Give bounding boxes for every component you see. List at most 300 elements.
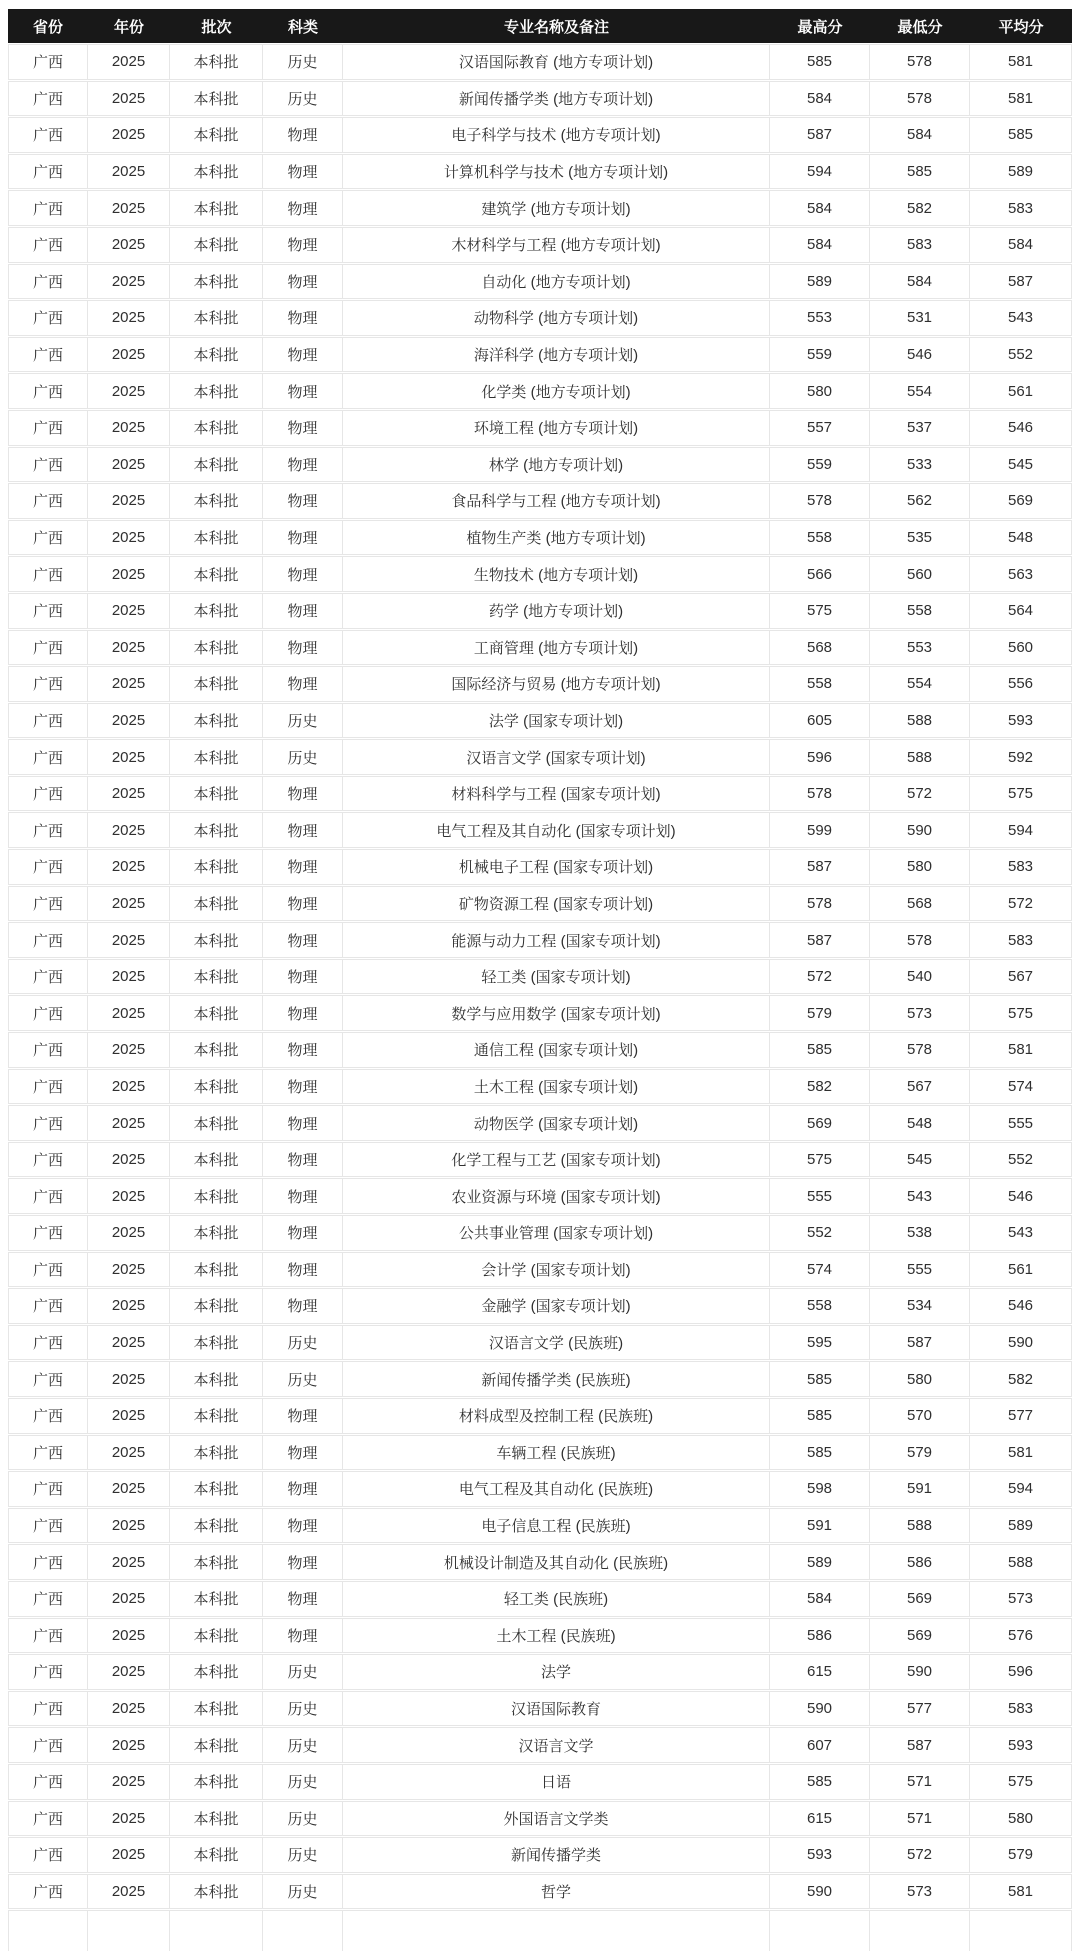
table-cell: 580 xyxy=(970,1801,1072,1837)
table-row xyxy=(8,410,1072,446)
table-row xyxy=(8,739,1072,775)
table-cell: 本科批 xyxy=(170,593,263,629)
table-cell: 2025 xyxy=(88,1508,170,1544)
table-row xyxy=(8,886,1072,922)
table-cell: 国际经济与贸易 (地方专项计划) xyxy=(343,666,770,702)
table-cell: 585 xyxy=(770,1764,870,1800)
table-cell: 593 xyxy=(970,703,1072,739)
table-cell: 本科批 xyxy=(170,556,263,592)
table-cell: 广西 xyxy=(8,812,88,848)
table-cell: 571 xyxy=(870,1801,970,1837)
table-cell: 本科批 xyxy=(170,1361,263,1397)
table-cell: 广西 xyxy=(8,776,88,812)
table-cell: 588 xyxy=(870,739,970,775)
table-cell: 本科批 xyxy=(170,666,263,702)
table-cell: 2025 xyxy=(88,117,170,153)
table-cell: 599 xyxy=(770,812,870,848)
table-cell: 环境工程 (地方专项计划) xyxy=(343,410,770,446)
table-cell: 2025 xyxy=(88,1435,170,1471)
table-cell: 广西 xyxy=(8,593,88,629)
table-cell: 汉语言文学 xyxy=(343,1727,770,1763)
table-cell: 575 xyxy=(770,593,870,629)
table-cell: 数学与应用数学 (国家专项计划) xyxy=(343,995,770,1031)
table-cell: 594 xyxy=(770,154,870,190)
table-cell: 573 xyxy=(870,1874,970,1910)
table-row xyxy=(8,1361,1072,1397)
table-cell: 新闻传播学类 (地方专项计划) xyxy=(343,81,770,117)
table-row xyxy=(8,1288,1072,1324)
table-cell: 本科批 xyxy=(170,995,263,1031)
table-cell: 2025 xyxy=(88,1544,170,1580)
table-row xyxy=(8,1215,1072,1251)
table-cell: 589 xyxy=(970,154,1072,190)
table-cell: 2025 xyxy=(88,1361,170,1397)
table-cell: 568 xyxy=(870,886,970,922)
table-cell: 矿物资源工程 (国家专项计划) xyxy=(343,886,770,922)
table-cell: 材料科学与工程 (国家专项计划) xyxy=(343,776,770,812)
table-cell: 广西 xyxy=(8,1508,88,1544)
table-row xyxy=(8,483,1072,519)
table-cell: 材料成型及控制工程 (民族班) xyxy=(343,1398,770,1434)
table-cell: 573 xyxy=(870,995,970,1031)
table-cell: 596 xyxy=(770,739,870,775)
table-cell: 2025 xyxy=(88,1288,170,1324)
table-cell: 531 xyxy=(870,300,970,336)
table-cell: 公共事业管理 (国家专项计划) xyxy=(343,1215,770,1251)
table-cell: 580 xyxy=(770,373,870,409)
table-cell: 593 xyxy=(770,1837,870,1873)
table-cell: 本科批 xyxy=(170,1288,263,1324)
table-cell: 2025 xyxy=(88,1471,170,1507)
table-cell: 电气工程及其自动化 (国家专项计划) xyxy=(343,812,770,848)
table-cell: 广西 xyxy=(8,410,88,446)
column-header: 最低分 xyxy=(870,9,970,43)
table-cell: 585 xyxy=(770,1398,870,1434)
table-cell: 2025 xyxy=(88,1764,170,1800)
table-cell: 物理 xyxy=(263,1398,343,1434)
table-cell: 本科批 xyxy=(170,1069,263,1105)
table-cell: 2025 xyxy=(88,1178,170,1214)
table-cell: 广西 xyxy=(8,886,88,922)
table-cell: 588 xyxy=(970,1544,1072,1580)
table-cell: 本科批 xyxy=(170,1398,263,1434)
table-cell: 2025 xyxy=(88,1618,170,1654)
table-cell: 车辆工程 (民族班) xyxy=(343,1435,770,1471)
table-cell: 583 xyxy=(970,849,1072,885)
table-cell: 615 xyxy=(770,1654,870,1690)
table-cell: 584 xyxy=(870,264,970,300)
column-header: 年份 xyxy=(88,9,170,43)
table-row xyxy=(8,922,1072,958)
table-cell: 2025 xyxy=(88,556,170,592)
table-cell: 569 xyxy=(870,1618,970,1654)
table-row xyxy=(8,1837,1072,1873)
table-cell: 汉语言文学 (国家专项计划) xyxy=(343,739,770,775)
table-cell: 567 xyxy=(870,1069,970,1105)
table-cell xyxy=(770,1910,870,1951)
table-cell: 553 xyxy=(770,300,870,336)
table-cell: 物理 xyxy=(263,227,343,263)
table-cell: 广西 xyxy=(8,483,88,519)
table-cell: 能源与动力工程 (国家专项计划) xyxy=(343,922,770,958)
table-cell: 本科批 xyxy=(170,1544,263,1580)
table-cell: 584 xyxy=(870,117,970,153)
table-cell: 药学 (地方专项计划) xyxy=(343,593,770,629)
table-cell: 570 xyxy=(870,1398,970,1434)
table-row xyxy=(8,1435,1072,1471)
table-cell: 585 xyxy=(970,117,1072,153)
table-cell: 2025 xyxy=(88,373,170,409)
table-cell: 578 xyxy=(870,922,970,958)
table-cell: 本科批 xyxy=(170,739,263,775)
table-row xyxy=(8,373,1072,409)
table-row xyxy=(8,1618,1072,1654)
table-cell: 本科批 xyxy=(170,154,263,190)
table-cell: 585 xyxy=(770,1435,870,1471)
table-cell: 本科批 xyxy=(170,410,263,446)
table-cell: 558 xyxy=(770,1288,870,1324)
header-row xyxy=(8,9,1072,43)
table-cell: 554 xyxy=(870,666,970,702)
table-cell: 历史 xyxy=(263,1874,343,1910)
table-cell: 本科批 xyxy=(170,264,263,300)
table-row xyxy=(8,1508,1072,1544)
table-cell: 法学 (国家专项计划) xyxy=(343,703,770,739)
table-cell: 590 xyxy=(770,1691,870,1727)
table-cell: 广西 xyxy=(8,959,88,995)
table-cell: 汉语国际教育 xyxy=(343,1691,770,1727)
table-cell: 581 xyxy=(970,1032,1072,1068)
table-cell: 559 xyxy=(770,447,870,483)
table-cell: 582 xyxy=(770,1069,870,1105)
table-cell: 广西 xyxy=(8,1801,88,1837)
table-cell: 580 xyxy=(870,1361,970,1397)
table-cell: 592 xyxy=(970,739,1072,775)
table-cell: 本科批 xyxy=(170,776,263,812)
table-cell: 物理 xyxy=(263,1288,343,1324)
table-cell: 电子科学与技术 (地方专项计划) xyxy=(343,117,770,153)
table-cell: 588 xyxy=(870,703,970,739)
table-cell: 545 xyxy=(870,1142,970,1178)
table-row xyxy=(8,1105,1072,1141)
table-cell: 587 xyxy=(770,117,870,153)
table-cell: 2025 xyxy=(88,995,170,1031)
table-cell: 广西 xyxy=(8,1398,88,1434)
table-row xyxy=(8,1544,1072,1580)
table-row xyxy=(8,1654,1072,1690)
table-cell: 558 xyxy=(770,520,870,556)
table-cell: 物理 xyxy=(263,1581,343,1617)
table-row xyxy=(8,995,1072,1031)
table-cell: 589 xyxy=(770,264,870,300)
table-cell: 物理 xyxy=(263,1032,343,1068)
table-cell: 578 xyxy=(770,776,870,812)
table-cell: 物理 xyxy=(263,264,343,300)
table-cell: 590 xyxy=(870,1654,970,1690)
table-cell: 560 xyxy=(970,630,1072,666)
table-cell: 543 xyxy=(970,300,1072,336)
table-cell: 587 xyxy=(770,849,870,885)
table-cell: 广西 xyxy=(8,1764,88,1800)
table-cell xyxy=(88,1910,170,1951)
table-cell: 海洋科学 (地方专项计划) xyxy=(343,337,770,373)
table-row xyxy=(8,300,1072,336)
table-cell: 物理 xyxy=(263,995,343,1031)
table-cell: 2025 xyxy=(88,593,170,629)
table-row xyxy=(8,1398,1072,1434)
table-cell: 582 xyxy=(970,1361,1072,1397)
table-cell: 机械电子工程 (国家专项计划) xyxy=(343,849,770,885)
table-cell: 本科批 xyxy=(170,1032,263,1068)
table-cell: 574 xyxy=(970,1069,1072,1105)
table-cell: 化学类 (地方专项计划) xyxy=(343,373,770,409)
table-cell: 新闻传播学类 xyxy=(343,1837,770,1873)
table-cell xyxy=(8,1910,88,1951)
table-cell: 574 xyxy=(770,1252,870,1288)
table-cell: 本科批 xyxy=(170,447,263,483)
table-cell: 广西 xyxy=(8,1032,88,1068)
table-cell: 历史 xyxy=(263,1325,343,1361)
table-cell: 物理 xyxy=(263,1105,343,1141)
table-cell: 本科批 xyxy=(170,1874,263,1910)
table-cell: 578 xyxy=(770,483,870,519)
table-cell: 586 xyxy=(770,1618,870,1654)
table-cell: 物理 xyxy=(263,812,343,848)
table-cell: 本科批 xyxy=(170,227,263,263)
table-cell: 工商管理 (地方专项计划) xyxy=(343,630,770,666)
table-cell: 本科批 xyxy=(170,1215,263,1251)
table-cell: 2025 xyxy=(88,520,170,556)
table-cell: 558 xyxy=(870,593,970,629)
table-cell: 2025 xyxy=(88,1837,170,1873)
table-body xyxy=(8,44,1072,1951)
table-cell: 534 xyxy=(870,1288,970,1324)
table-cell: 历史 xyxy=(263,1727,343,1763)
table-cell: 552 xyxy=(970,337,1072,373)
table-cell: 593 xyxy=(970,1727,1072,1763)
table-cell: 轻工类 (国家专项计划) xyxy=(343,959,770,995)
table-cell: 552 xyxy=(770,1215,870,1251)
table-cell: 广西 xyxy=(8,630,88,666)
table-cell: 会计学 (国家专项计划) xyxy=(343,1252,770,1288)
table-cell: 555 xyxy=(770,1178,870,1214)
table-cell: 572 xyxy=(770,959,870,995)
table-cell: 动物医学 (国家专项计划) xyxy=(343,1105,770,1141)
table-cell: 556 xyxy=(970,666,1072,702)
table-cell: 2025 xyxy=(88,44,170,80)
table-cell: 605 xyxy=(770,703,870,739)
table-cell: 物理 xyxy=(263,154,343,190)
table-cell: 2025 xyxy=(88,337,170,373)
table-cell: 575 xyxy=(970,776,1072,812)
table-cell: 590 xyxy=(870,812,970,848)
table-cell: 555 xyxy=(970,1105,1072,1141)
table-cell: 2025 xyxy=(88,1215,170,1251)
table-cell: 2025 xyxy=(88,959,170,995)
column-header: 科类 xyxy=(263,9,343,43)
table-row xyxy=(8,154,1072,190)
table-cell: 广西 xyxy=(8,1178,88,1214)
table-cell: 广西 xyxy=(8,1105,88,1141)
column-header: 专业名称及备注 xyxy=(343,9,770,43)
admission-scores-table xyxy=(8,8,1072,1952)
table-cell: 594 xyxy=(970,812,1072,848)
table-cell: 575 xyxy=(770,1142,870,1178)
table-cell: 本科批 xyxy=(170,630,263,666)
table-cell: 新闻传播学类 (民族班) xyxy=(343,1361,770,1397)
table-row xyxy=(8,1581,1072,1617)
table-cell: 本科批 xyxy=(170,81,263,117)
table-cell: 广西 xyxy=(8,666,88,702)
table-cell: 564 xyxy=(970,593,1072,629)
table-cell: 广西 xyxy=(8,81,88,117)
table-cell: 本科批 xyxy=(170,44,263,80)
table-cell: 585 xyxy=(770,1032,870,1068)
table-cell: 广西 xyxy=(8,44,88,80)
table-cell: 561 xyxy=(970,1252,1072,1288)
table-cell: 土木工程 (民族班) xyxy=(343,1618,770,1654)
table-cell: 555 xyxy=(870,1252,970,1288)
table-cell: 化学工程与工艺 (国家专项计划) xyxy=(343,1142,770,1178)
table-cell: 591 xyxy=(770,1508,870,1544)
table-cell: 汉语言文学 (民族班) xyxy=(343,1325,770,1361)
table-cell: 历史 xyxy=(263,1691,343,1727)
table-cell xyxy=(343,1910,770,1951)
table-cell: 559 xyxy=(770,337,870,373)
table-row xyxy=(8,44,1072,80)
table-cell: 物理 xyxy=(263,630,343,666)
table-cell: 本科批 xyxy=(170,1727,263,1763)
table-cell: 广西 xyxy=(8,373,88,409)
table-row xyxy=(8,776,1072,812)
table-cell: 2025 xyxy=(88,483,170,519)
table-row xyxy=(8,703,1072,739)
table-row xyxy=(8,959,1072,995)
table-cell: 585 xyxy=(770,44,870,80)
table-cell: 物理 xyxy=(263,410,343,446)
table-cell: 572 xyxy=(870,776,970,812)
table-cell: 578 xyxy=(770,886,870,922)
table-cell: 生物技术 (地方专项计划) xyxy=(343,556,770,592)
table-cell: 广西 xyxy=(8,300,88,336)
table-cell: 物理 xyxy=(263,1252,343,1288)
table-cell: 554 xyxy=(870,373,970,409)
table-cell: 法学 xyxy=(343,1654,770,1690)
table-row xyxy=(8,630,1072,666)
table-cell: 本科批 xyxy=(170,373,263,409)
table-row xyxy=(8,1252,1072,1288)
table-cell: 583 xyxy=(870,227,970,263)
table-cell: 物理 xyxy=(263,337,343,373)
table-cell: 机械设计制造及其自动化 (民族班) xyxy=(343,1544,770,1580)
table-cell: 本科批 xyxy=(170,1691,263,1727)
table-cell: 596 xyxy=(970,1654,1072,1690)
table-cell: 本科批 xyxy=(170,1618,263,1654)
table-cell: 物理 xyxy=(263,1618,343,1654)
table-cell: 木材科学与工程 (地方专项计划) xyxy=(343,227,770,263)
table-cell: 动物科学 (地方专项计划) xyxy=(343,300,770,336)
table-cell: 物理 xyxy=(263,666,343,702)
table-cell: 560 xyxy=(870,556,970,592)
table-cell: 537 xyxy=(870,410,970,446)
table-row xyxy=(8,1142,1072,1178)
table-cell: 533 xyxy=(870,447,970,483)
table-row-partial xyxy=(8,1910,1072,1951)
table-cell: 584 xyxy=(770,227,870,263)
table-row xyxy=(8,849,1072,885)
table-cell: 2025 xyxy=(88,1252,170,1288)
table-cell: 538 xyxy=(870,1215,970,1251)
table-cell: 2025 xyxy=(88,1069,170,1105)
table-cell: 580 xyxy=(870,849,970,885)
table-cell: 567 xyxy=(970,959,1072,995)
table-cell: 546 xyxy=(970,1288,1072,1324)
table-cell: 607 xyxy=(770,1727,870,1763)
table-cell: 2025 xyxy=(88,300,170,336)
table-row xyxy=(8,593,1072,629)
table-cell: 广西 xyxy=(8,922,88,958)
table-row xyxy=(8,1727,1072,1763)
table-cell: 物理 xyxy=(263,300,343,336)
table-cell: 林学 (地方专项计划) xyxy=(343,447,770,483)
table-row xyxy=(8,337,1072,373)
table-cell: 591 xyxy=(870,1471,970,1507)
table-cell: 本科批 xyxy=(170,886,263,922)
table-cell: 548 xyxy=(970,520,1072,556)
table-cell: 广西 xyxy=(8,556,88,592)
table-cell: 2025 xyxy=(88,154,170,190)
table-cell: 562 xyxy=(870,483,970,519)
table-cell: 物理 xyxy=(263,1508,343,1544)
table-row xyxy=(8,81,1072,117)
table-cell: 电子信息工程 (民族班) xyxy=(343,1508,770,1544)
table-cell: 587 xyxy=(870,1325,970,1361)
table-cell: 572 xyxy=(870,1837,970,1873)
table-cell: 587 xyxy=(870,1727,970,1763)
table-cell: 584 xyxy=(770,190,870,226)
table-cell: 2025 xyxy=(88,1654,170,1690)
table-cell: 581 xyxy=(970,81,1072,117)
table-cell: 582 xyxy=(870,190,970,226)
table-cell: 历史 xyxy=(263,1764,343,1800)
table-cell: 本科批 xyxy=(170,483,263,519)
table-cell: 2025 xyxy=(88,739,170,775)
table-row xyxy=(8,227,1072,263)
table-cell: 578 xyxy=(870,44,970,80)
table-cell: 农业资源与环境 (国家专项计划) xyxy=(343,1178,770,1214)
table-cell: 573 xyxy=(970,1581,1072,1617)
table-cell: 本科批 xyxy=(170,190,263,226)
table-cell: 578 xyxy=(870,1032,970,1068)
table-cell: 568 xyxy=(770,630,870,666)
table-cell: 579 xyxy=(970,1837,1072,1873)
table-cell: 2025 xyxy=(88,1032,170,1068)
table-cell: 广西 xyxy=(8,1361,88,1397)
table-cell: 历史 xyxy=(263,739,343,775)
table-cell: 589 xyxy=(770,1544,870,1580)
table-cell: 本科批 xyxy=(170,1105,263,1141)
table-cell: 本科批 xyxy=(170,300,263,336)
table-cell: 物理 xyxy=(263,922,343,958)
table-cell: 广西 xyxy=(8,739,88,775)
table-cell: 广西 xyxy=(8,227,88,263)
table-cell: 广西 xyxy=(8,117,88,153)
table-row xyxy=(8,447,1072,483)
table-cell: 563 xyxy=(970,556,1072,592)
table-cell: 本科批 xyxy=(170,849,263,885)
table-cell: 本科批 xyxy=(170,703,263,739)
table-cell: 广西 xyxy=(8,1544,88,1580)
